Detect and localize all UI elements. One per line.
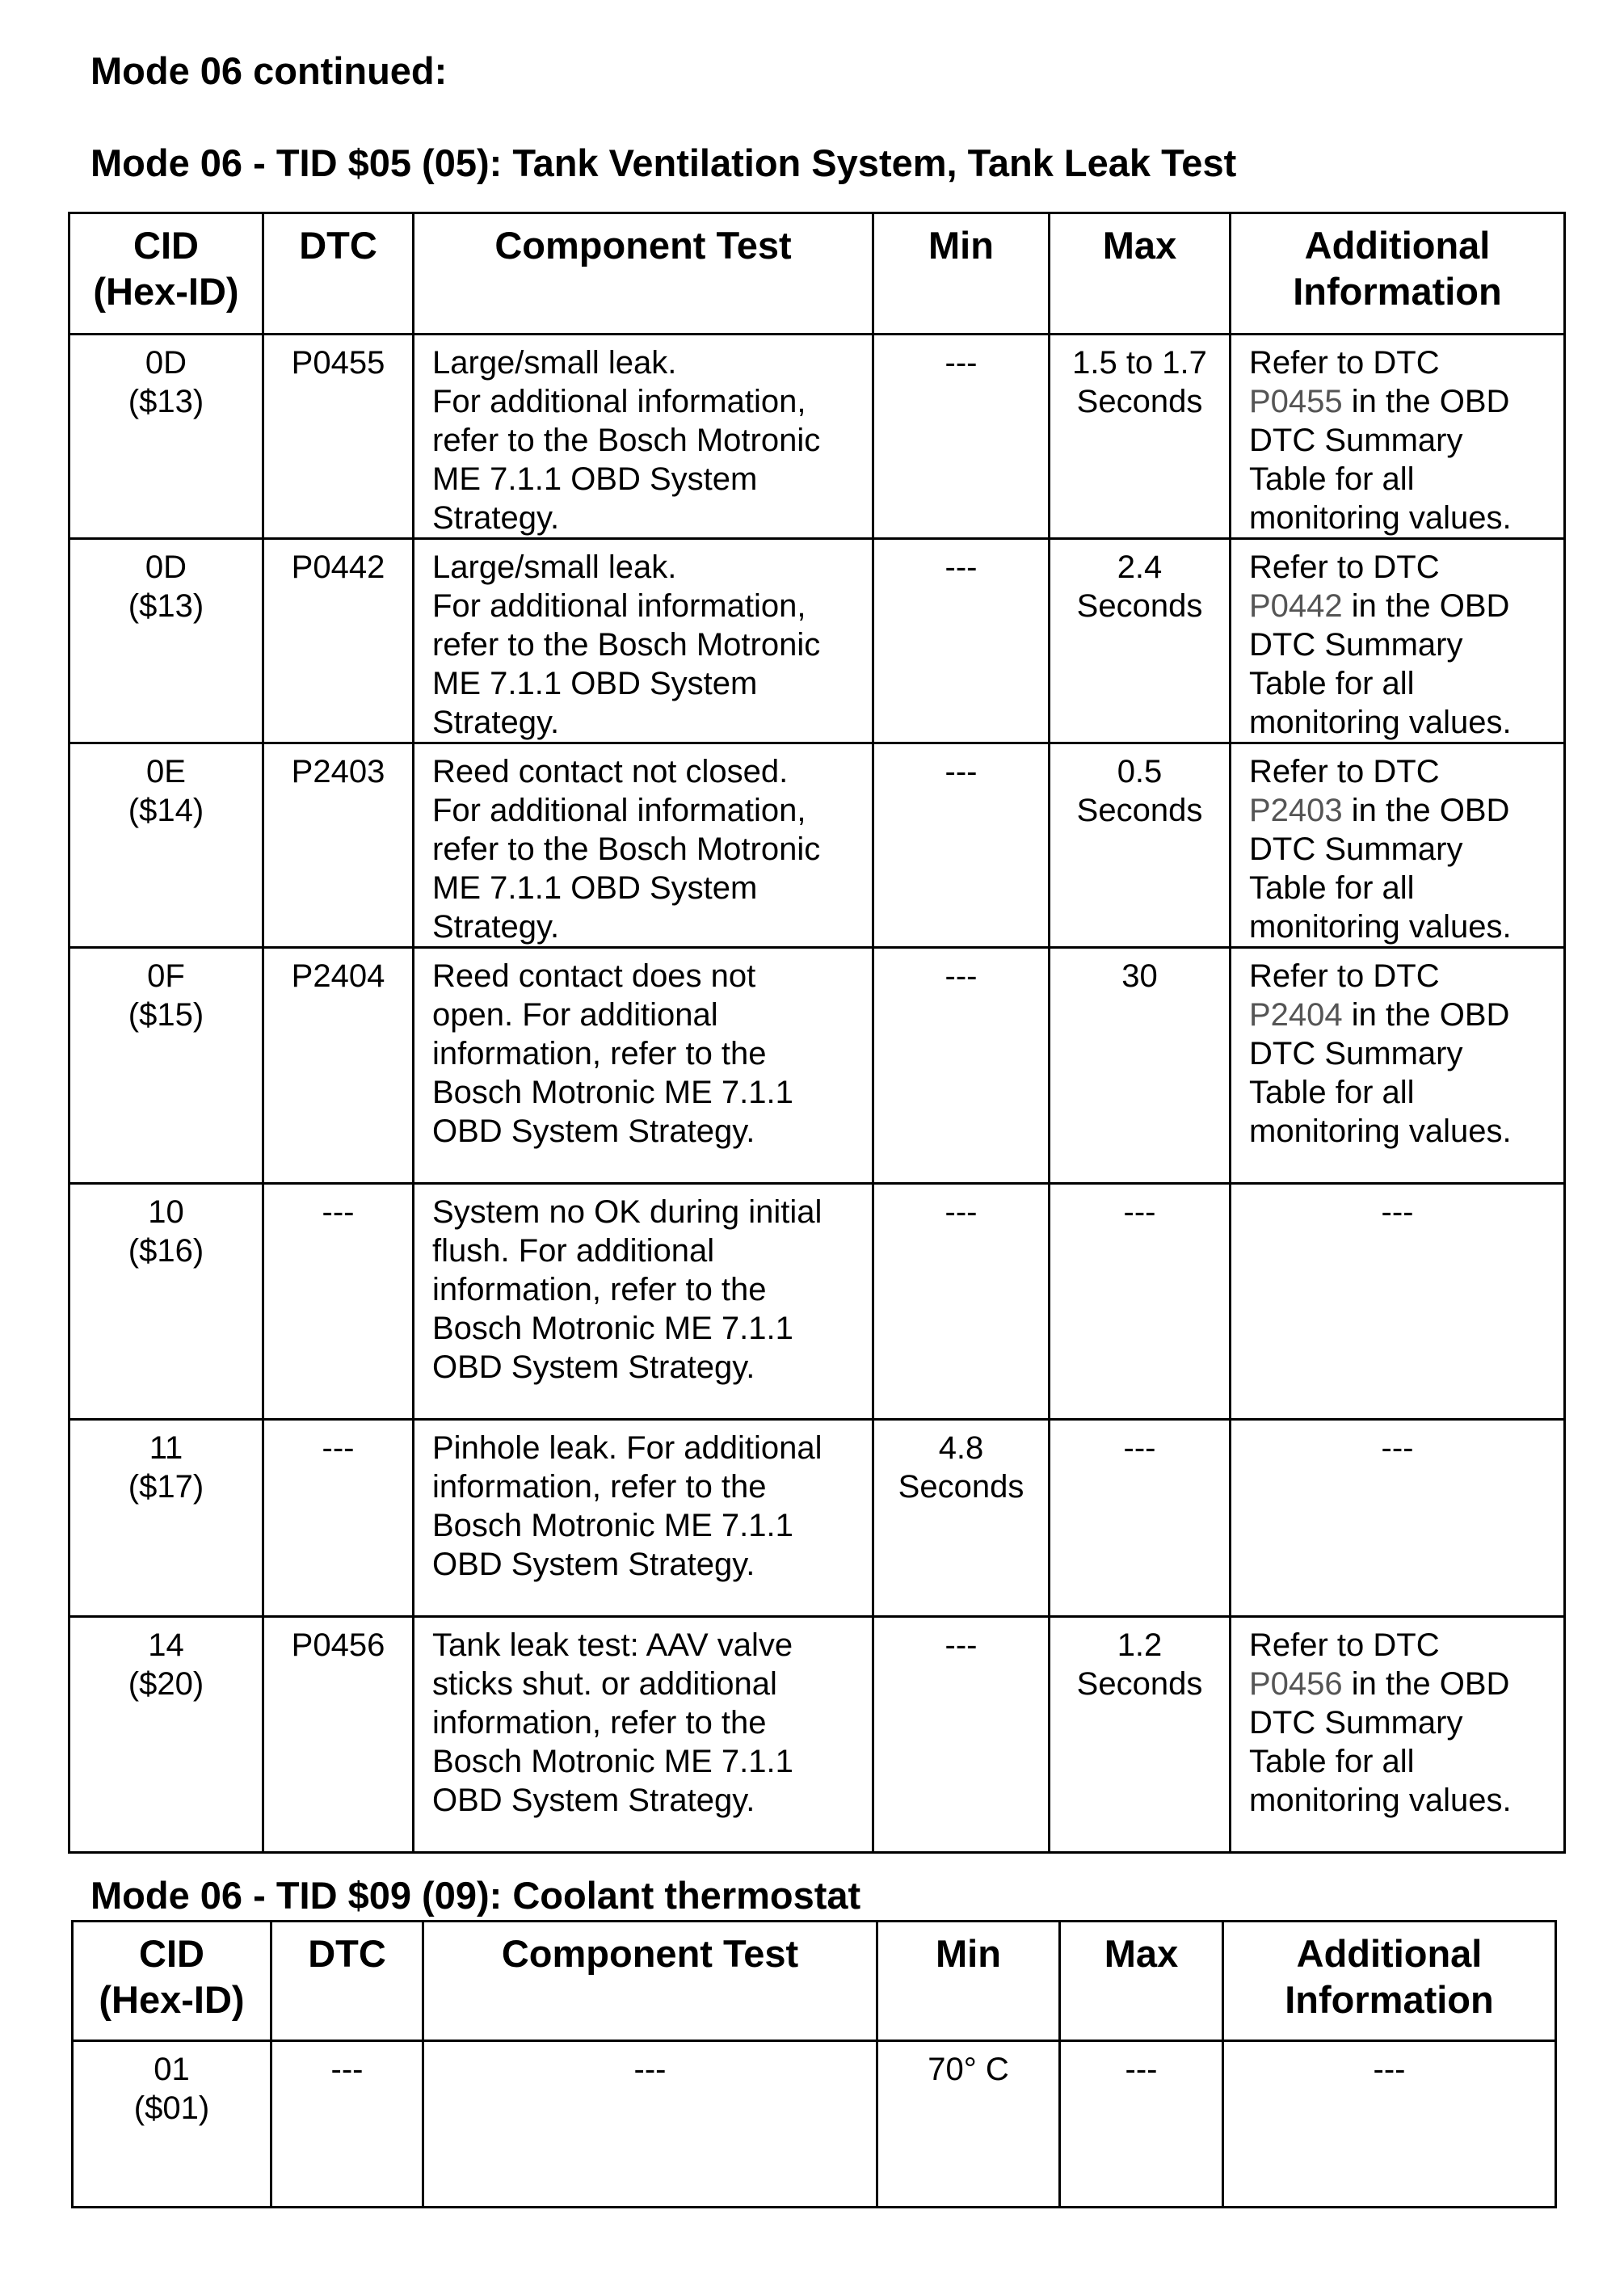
header-cid: CID (Hex-ID) xyxy=(69,213,263,335)
header-min: Min xyxy=(873,213,1050,335)
cid-cell: 11 ($17) xyxy=(69,1420,263,1617)
table-row xyxy=(69,335,1565,539)
table-header-row xyxy=(69,213,1565,335)
header-dtc: DTC xyxy=(263,213,414,335)
header-additional-information: Additional Information xyxy=(1231,213,1565,335)
header-dtc: DTC xyxy=(271,1922,423,2041)
dtc-cell: P0456 xyxy=(263,1617,414,1853)
dtc-reference: P2403 xyxy=(1249,793,1343,828)
header-max: Max xyxy=(1050,213,1231,335)
table-header-row xyxy=(73,1922,1556,2041)
header-additional-information: Additional Information xyxy=(1223,1922,1556,2041)
additional-information-cell: --- xyxy=(1223,2041,1556,2208)
max-cell: --- xyxy=(1050,1184,1231,1420)
table-row xyxy=(69,948,1565,1184)
table-row xyxy=(69,539,1565,743)
max-cell: 0.5 Seconds xyxy=(1050,743,1231,948)
max-cell: 1.5 to 1.7 Seconds xyxy=(1050,335,1231,539)
cid-cell: 01 ($01) xyxy=(73,2041,271,2208)
dtc-reference: P2404 xyxy=(1249,997,1343,1033)
dtc-cell: --- xyxy=(271,2041,423,2208)
additional-information-cell: --- xyxy=(1231,1420,1565,1617)
component-test-cell: Reed contact not closed. For additional information, refer to the Bosch Motronic ME 7.1.1 OBD System Strategy. xyxy=(414,743,873,948)
section-2-title: Mode 06 - TID $09 (09): Coolant thermostat xyxy=(90,1874,861,1917)
component-test-cell: --- xyxy=(423,2041,877,2208)
dtc-cell: P0442 xyxy=(263,539,414,743)
cid-cell: 0D ($13) xyxy=(69,335,263,539)
cid-cell: 0D ($13) xyxy=(69,539,263,743)
component-test-cell: Tank leak test: AAV valve sticks shut. or additional information, refer to the Bosch Motronic ME 7.1.1 OBD System Strategy. xyxy=(414,1617,873,1853)
dtc-cell: P0455 xyxy=(263,335,414,539)
dtc-cell: --- xyxy=(263,1420,414,1617)
header-min: Min xyxy=(877,1922,1060,2041)
table-row xyxy=(69,1617,1565,1853)
cid-cell: 0F ($15) xyxy=(69,948,263,1184)
cid-cell: 0E ($14) xyxy=(69,743,263,948)
min-cell: --- xyxy=(873,335,1050,539)
dtc-cell: P2404 xyxy=(263,948,414,1184)
additional-information-cell: Refer to DTC P0455 in the OBD DTC Summary Table for all monitoring values. xyxy=(1231,335,1565,539)
dtc-reference: P0456 xyxy=(1249,1666,1343,1702)
min-cell: --- xyxy=(873,743,1050,948)
max-cell: 1.2 Seconds xyxy=(1050,1617,1231,1853)
header-cid: CID (Hex-ID) xyxy=(73,1922,271,2041)
dtc-reference: P0442 xyxy=(1249,588,1343,624)
dtc-cell: --- xyxy=(263,1184,414,1420)
cid-cell: 10 ($16) xyxy=(69,1184,263,1420)
tank-leak-test-table xyxy=(68,212,1566,1854)
max-cell: 2.4 Seconds xyxy=(1050,539,1231,743)
component-test-cell: Large/small leak. For additional information, refer to the Bosch Motronic ME 7.1.1 OBD System Strategy. xyxy=(414,335,873,539)
max-cell: 30 xyxy=(1050,948,1231,1184)
min-cell: --- xyxy=(873,948,1050,1184)
cid-cell: 14 ($20) xyxy=(69,1617,263,1853)
component-test-cell: Pinhole leak. For additional information, refer to the Bosch Motronic ME 7.1.1 OBD System Strategy. xyxy=(414,1420,873,1617)
table-row xyxy=(73,2041,1556,2208)
additional-information-cell: Refer to DTC P2404 in the OBD DTC Summary Table for all monitoring values. xyxy=(1231,948,1565,1184)
additional-information-cell: Refer to DTC P0456 in the OBD DTC Summary Table for all monitoring values. xyxy=(1231,1617,1565,1853)
continued-heading: Mode 06 continued: xyxy=(90,49,448,92)
min-cell: --- xyxy=(873,1617,1050,1853)
additional-information-cell: Refer to DTC P2403 in the OBD DTC Summary Table for all monitoring values. xyxy=(1231,743,1565,948)
min-cell: 4.8 Seconds xyxy=(873,1420,1050,1617)
header-max: Max xyxy=(1060,1922,1223,2041)
table-row xyxy=(69,1184,1565,1420)
min-cell: --- xyxy=(873,539,1050,743)
max-cell: --- xyxy=(1050,1420,1231,1617)
table-row xyxy=(69,1420,1565,1617)
min-cell: --- xyxy=(873,1184,1050,1420)
component-test-cell: Reed contact does not open. For additional information, refer to the Bosch Motronic ME 7.1.1 OBD System Strategy. xyxy=(414,948,873,1184)
table-row xyxy=(69,743,1565,948)
header-component-test: Component Test xyxy=(414,213,873,335)
additional-information-cell: Refer to DTC P0442 in the OBD DTC Summary Table for all monitoring values. xyxy=(1231,539,1565,743)
coolant-thermostat-table xyxy=(71,1920,1557,2208)
component-test-cell: Large/small leak. For additional information, refer to the Bosch Motronic ME 7.1.1 OBD System Strategy. xyxy=(414,539,873,743)
header-component-test: Component Test xyxy=(423,1922,877,2041)
max-cell: --- xyxy=(1060,2041,1223,2208)
additional-information-cell: --- xyxy=(1231,1184,1565,1420)
section-1-title: Mode 06 - TID $05 (05): Tank Ventilation System, Tank Leak Test xyxy=(90,141,1237,184)
dtc-cell: P2403 xyxy=(263,743,414,948)
dtc-reference: P0455 xyxy=(1249,384,1343,419)
component-test-cell: System no OK during initial flush. For additional information, refer to the Bosch Motronic ME 7.1.1 OBD System Strategy. xyxy=(414,1184,873,1420)
min-cell: 70° C xyxy=(877,2041,1060,2208)
